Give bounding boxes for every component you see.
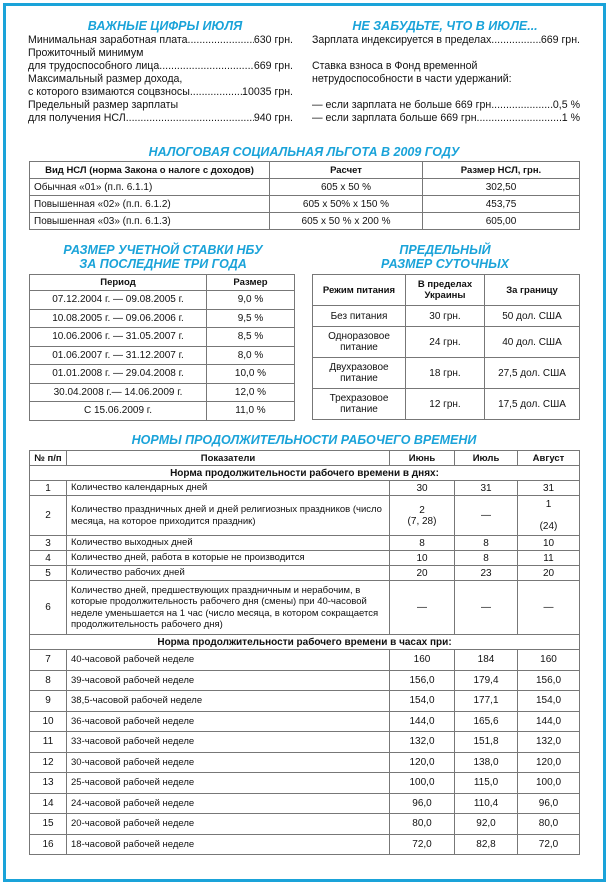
- table-cell: 605 x 50% x 150 %: [270, 196, 423, 213]
- table-row: [30, 309, 295, 328]
- table-cell: 115,0: [455, 773, 518, 794]
- table-cell: Повышенная «02» (п.п. 6.1.2): [30, 196, 270, 213]
- key-figure-row: [28, 86, 293, 99]
- table-cell: 3: [30, 536, 67, 551]
- key-figure-dots: [126, 112, 254, 125]
- key-figure-label: Прожиточный минимум: [28, 47, 144, 59]
- table-cell: 31: [518, 481, 580, 496]
- section-row: [30, 635, 580, 650]
- rate-row-2: — если зарплата больше 669 грн. ..... 1 %: [312, 112, 580, 125]
- table-row: [30, 691, 580, 712]
- table-cell: 302,50: [423, 179, 580, 196]
- table-cell: 14: [30, 793, 67, 814]
- key-figure-label: Минимальная заработная плата: [28, 34, 188, 46]
- table-cell: 10: [390, 551, 455, 566]
- tax-header-calc: Расчет: [270, 162, 423, 179]
- table-row: [30, 793, 580, 814]
- table-cell: 151,8: [455, 732, 518, 753]
- table-row: [30, 566, 580, 581]
- key-figure-label: для получения НСЛ: [28, 112, 126, 124]
- table-row: [30, 346, 295, 365]
- table-cell: 30: [390, 481, 455, 496]
- table-cell: 6: [30, 581, 67, 635]
- table-cell: 96,0: [518, 793, 580, 814]
- daily-header-mode: Режим питания: [313, 275, 406, 306]
- table-cell: 24 грн.: [406, 327, 485, 358]
- table-cell: 110,4: [455, 793, 518, 814]
- table-cell: 80,0: [518, 814, 580, 835]
- table-row: [30, 365, 295, 384]
- table-cell: 154,0: [390, 691, 455, 712]
- key-figure-label: для трудоспособного лица: [28, 60, 160, 72]
- nbu-rate-table: [29, 274, 295, 421]
- table-cell: 100,0: [390, 773, 455, 794]
- table-cell: 179,4: [455, 670, 518, 691]
- table-row: [30, 711, 580, 732]
- daily-allowance-title: ПРЕДЕЛЬНЫЙ РАЗМЕР СУТОЧНЫХ: [381, 243, 509, 271]
- tax-benefit-title: НАЛОГОВАЯ СОЦИАЛЬНАЯ ЛЬГОТА В 2009 ГОДУ: [148, 145, 460, 159]
- table-cell: Количество дней, работа в которые не производится: [67, 551, 390, 566]
- table-cell: Повышенная «03» (п.п. 6.1.3): [30, 213, 270, 230]
- table-row: [30, 402, 295, 421]
- tax-benefit-table: [29, 161, 580, 230]
- table-cell: Количество рабочих дней: [67, 566, 390, 581]
- table-cell: 38,5-часовой рабочей неделе: [67, 691, 390, 712]
- key-figure-label: Максимальный размер дохода,: [28, 73, 183, 85]
- table-cell: 1: [30, 481, 67, 496]
- key-figure-row: [28, 73, 293, 86]
- norms-header-july: Июль: [455, 451, 518, 466]
- table-row: [30, 179, 580, 196]
- table-row: [313, 389, 580, 420]
- table-cell: 8: [390, 536, 455, 551]
- key-figure-value: 10035 грн.: [242, 86, 293, 98]
- table-cell: 9,5 %: [207, 309, 295, 328]
- table-row: [30, 834, 580, 855]
- table-cell: 39-часовой рабочей неделе: [67, 670, 390, 691]
- table-cell: Одноразовое питание: [313, 327, 406, 358]
- table-cell: 8: [455, 536, 518, 551]
- table-cell: 184: [455, 650, 518, 671]
- table-cell: 160: [518, 650, 580, 671]
- table-cell: 01.01.2008 г. — 29.04.2008 г.: [30, 365, 207, 384]
- table-cell: 96,0: [390, 793, 455, 814]
- table-cell: 33-часовой рабочей неделе: [67, 732, 390, 753]
- table-cell: 12: [30, 752, 67, 773]
- rate-row-1: — если зарплата не больше 669 грн. ..... 0,5 %: [312, 99, 580, 112]
- key-figure-dots: [159, 60, 254, 73]
- rate-text-2: нетрудоспособности в части удержаний:: [312, 73, 512, 85]
- table-row: [30, 536, 580, 551]
- tax-header-amount: Размер НСЛ, грн.: [423, 162, 580, 179]
- table-cell: 72,0: [518, 834, 580, 855]
- table-cell: Количество праздничных дней и дней религиозных праздников (число месяца, на которое приходится праздник): [67, 496, 390, 536]
- nbu-header-rate: Размер: [207, 275, 295, 291]
- table-cell: Двухразовое питание: [313, 358, 406, 389]
- table-cell: 18-часовой рабочей неделе: [67, 834, 390, 855]
- section-label: Норма продолжительности рабочего времени в днях:: [30, 466, 580, 481]
- table-cell: 23: [455, 566, 518, 581]
- key-figure-row: [28, 34, 293, 47]
- table-cell: 18 грн.: [406, 358, 485, 389]
- key-figure-row: [28, 60, 293, 73]
- work-norms-table: [29, 450, 580, 855]
- table-cell: 20: [390, 566, 455, 581]
- table-cell: 11: [30, 732, 67, 753]
- table-row: [30, 670, 580, 691]
- table-cell: 36-часовой рабочей неделе: [67, 711, 390, 732]
- daily-header-ukraine: В пределах Украины: [406, 275, 485, 306]
- table-cell: 8: [30, 670, 67, 691]
- table-row: [30, 551, 580, 566]
- table-cell: 01.06.2007 г. — 31.12.2007 г.: [30, 346, 207, 365]
- key-figure-row: [28, 112, 293, 125]
- table-cell: 25-часовой рабочей неделе: [67, 773, 390, 794]
- table-cell: 82,8: [455, 834, 518, 855]
- key-figures-list: [28, 34, 293, 125]
- table-cell: Трехразовое питание: [313, 389, 406, 420]
- table-cell: Без питания: [313, 306, 406, 327]
- table-cell: 154,0: [518, 691, 580, 712]
- key-figure-value: 630 грн.: [253, 34, 293, 46]
- table-cell: 10: [518, 536, 580, 551]
- table-cell: 12,0 %: [207, 383, 295, 402]
- table-cell: 50 дол. США: [485, 306, 580, 327]
- table-cell: 100,0: [518, 773, 580, 794]
- table-cell: Количество выходных дней: [67, 536, 390, 551]
- table-cell: 13: [30, 773, 67, 794]
- table-row: [313, 358, 580, 389]
- table-cell: 20: [518, 566, 580, 581]
- rate-text-1: Ставка взноса в Фонд временной: [312, 60, 478, 72]
- norms-header-june: Июнь: [390, 451, 455, 466]
- norms-header-august: Август: [518, 451, 580, 466]
- table-cell: —: [390, 581, 455, 635]
- table-cell: 30.04.2008 г.— 14.06.2009 г.: [30, 383, 207, 402]
- table-cell: 07.12.2004 г. — 09.08.2005 г.: [30, 291, 207, 310]
- table-cell: 144,0: [390, 711, 455, 732]
- table-cell: 138,0: [455, 752, 518, 773]
- table-cell: 8,5 %: [207, 328, 295, 347]
- key-figure-row: [28, 47, 293, 60]
- table-row: [30, 752, 580, 773]
- table-cell: Обычная «01» (п.п. 6.1.1): [30, 179, 270, 196]
- work-norms-title: НОРМЫ ПРОДОЛЖИТЕЛЬНОСТИ РАБОЧЕГО ВРЕМЕНИ: [131, 433, 477, 447]
- daily-header-abroad: За границу: [485, 275, 580, 306]
- table-cell: 24-часовой рабочей неделе: [67, 793, 390, 814]
- table-cell: 31: [455, 481, 518, 496]
- table-cell: 16: [30, 834, 67, 855]
- nbu-rate-title: РАЗМЕР УЧЕТНОЙ СТАВКИ НБУ ЗА ПОСЛЕДНИЕ ТРИ ГОДА: [63, 243, 263, 271]
- table-row: [30, 383, 295, 402]
- table-cell: 156,0: [390, 670, 455, 691]
- table-cell: 40 дол. США: [485, 327, 580, 358]
- table-cell: 30 грн.: [406, 306, 485, 327]
- table-cell: 72,0: [390, 834, 455, 855]
- table-cell: 30-часовой рабочей неделе: [67, 752, 390, 773]
- table-cell: 11: [518, 551, 580, 566]
- table-cell: —: [518, 581, 580, 635]
- key-figure-label: Предельный размер зарплаты: [28, 99, 179, 111]
- table-row: [30, 481, 580, 496]
- table-row: [313, 327, 580, 358]
- indexation-row: Зарплата индексируется в пределах ..... 669 грн.: [312, 34, 580, 47]
- table-cell: 12 грн.: [406, 389, 485, 420]
- table-cell: Количество дней, предшествующих праздничным и нерабочим, в которые продолжительность рабочего дня (смены) при 40-часовой неделе уменьшается на 1 час (число месяца, в котором сокращается продолжительность рабочего дня): [67, 581, 390, 635]
- table-cell: 8: [455, 551, 518, 566]
- table-row: [30, 732, 580, 753]
- table-row: [30, 814, 580, 835]
- norms-header-num: № п/п: [30, 451, 67, 466]
- table-cell: 2 (7, 28): [390, 496, 455, 536]
- table-row: [30, 773, 580, 794]
- key-figure-value: 940 грн.: [253, 112, 293, 124]
- table-cell: 17,5 дол. США: [485, 389, 580, 420]
- table-cell: 605,00: [423, 213, 580, 230]
- key-figure-label: с которого взимаются соцвзносы: [28, 86, 190, 98]
- table-cell: 92,0: [455, 814, 518, 835]
- table-cell: 132,0: [518, 732, 580, 753]
- table-cell: 120,0: [518, 752, 580, 773]
- table-cell: С 15.06.2009 г.: [30, 402, 207, 421]
- table-cell: 20-часовой рабочей неделе: [67, 814, 390, 835]
- table-cell: 2: [30, 496, 67, 536]
- table-cell: 165,6: [455, 711, 518, 732]
- table-cell: 5: [30, 566, 67, 581]
- table-cell: 120,0: [390, 752, 455, 773]
- table-row: [313, 306, 580, 327]
- key-figure-dots: [188, 34, 254, 47]
- table-cell: 27,5 дол. США: [485, 358, 580, 389]
- table-cell: 1 (24): [518, 496, 580, 536]
- table-cell: 15: [30, 814, 67, 835]
- table-cell: 160: [390, 650, 455, 671]
- table-cell: 132,0: [390, 732, 455, 753]
- table-row: [30, 496, 580, 536]
- table-row: [30, 650, 580, 671]
- norms-header-indicator: Показатели: [67, 451, 390, 466]
- table-cell: 8,0 %: [207, 346, 295, 365]
- table-cell: 10: [30, 711, 67, 732]
- table-row: [30, 581, 580, 635]
- key-figure-row: [28, 99, 293, 112]
- table-cell: 10.06.2006 г. — 31.05.2007 г.: [30, 328, 207, 347]
- tax-header-type: Вид НСЛ (норма Закона о налоге с доходов): [30, 162, 270, 179]
- table-cell: —: [455, 496, 518, 536]
- table-row: [30, 291, 295, 310]
- table-cell: 9,0 %: [207, 291, 295, 310]
- table-cell: 80,0: [390, 814, 455, 835]
- key-figures-title: ВАЖНЫЕ ЦИФРЫ ИЮЛЯ: [87, 19, 243, 33]
- dont-forget-title: НЕ ЗАБУДЬТЕ, ЧТО В ИЮЛЕ...: [352, 19, 538, 33]
- table-row: [30, 196, 580, 213]
- table-cell: 605 x 50 %: [270, 179, 423, 196]
- table-cell: —: [455, 581, 518, 635]
- table-row: [30, 213, 580, 230]
- nbu-header-period: Период: [30, 275, 207, 291]
- table-cell: 177,1: [455, 691, 518, 712]
- table-row: [30, 328, 295, 347]
- table-cell: 9: [30, 691, 67, 712]
- table-cell: 40-часовой рабочей неделе: [67, 650, 390, 671]
- table-cell: 144,0: [518, 711, 580, 732]
- table-cell: 156,0: [518, 670, 580, 691]
- table-cell: 453,75: [423, 196, 580, 213]
- daily-allowance-table: [312, 274, 580, 420]
- section-row: [30, 466, 580, 481]
- table-cell: 605 x 50 % x 200 %: [270, 213, 423, 230]
- table-cell: 4: [30, 551, 67, 566]
- section-label: Норма продолжительности рабочего времени в часах при:: [30, 635, 580, 650]
- table-cell: 10.08.2005 г. — 09.06.2006 г.: [30, 309, 207, 328]
- key-figure-value: 669 грн.: [253, 60, 293, 72]
- dont-forget-block: [312, 34, 580, 125]
- table-cell: 11,0 %: [207, 402, 295, 421]
- table-cell: 10,0 %: [207, 365, 295, 384]
- table-cell: 7: [30, 650, 67, 671]
- table-cell: Количество календарных дней: [67, 481, 390, 496]
- key-figure-dots: [190, 86, 242, 99]
